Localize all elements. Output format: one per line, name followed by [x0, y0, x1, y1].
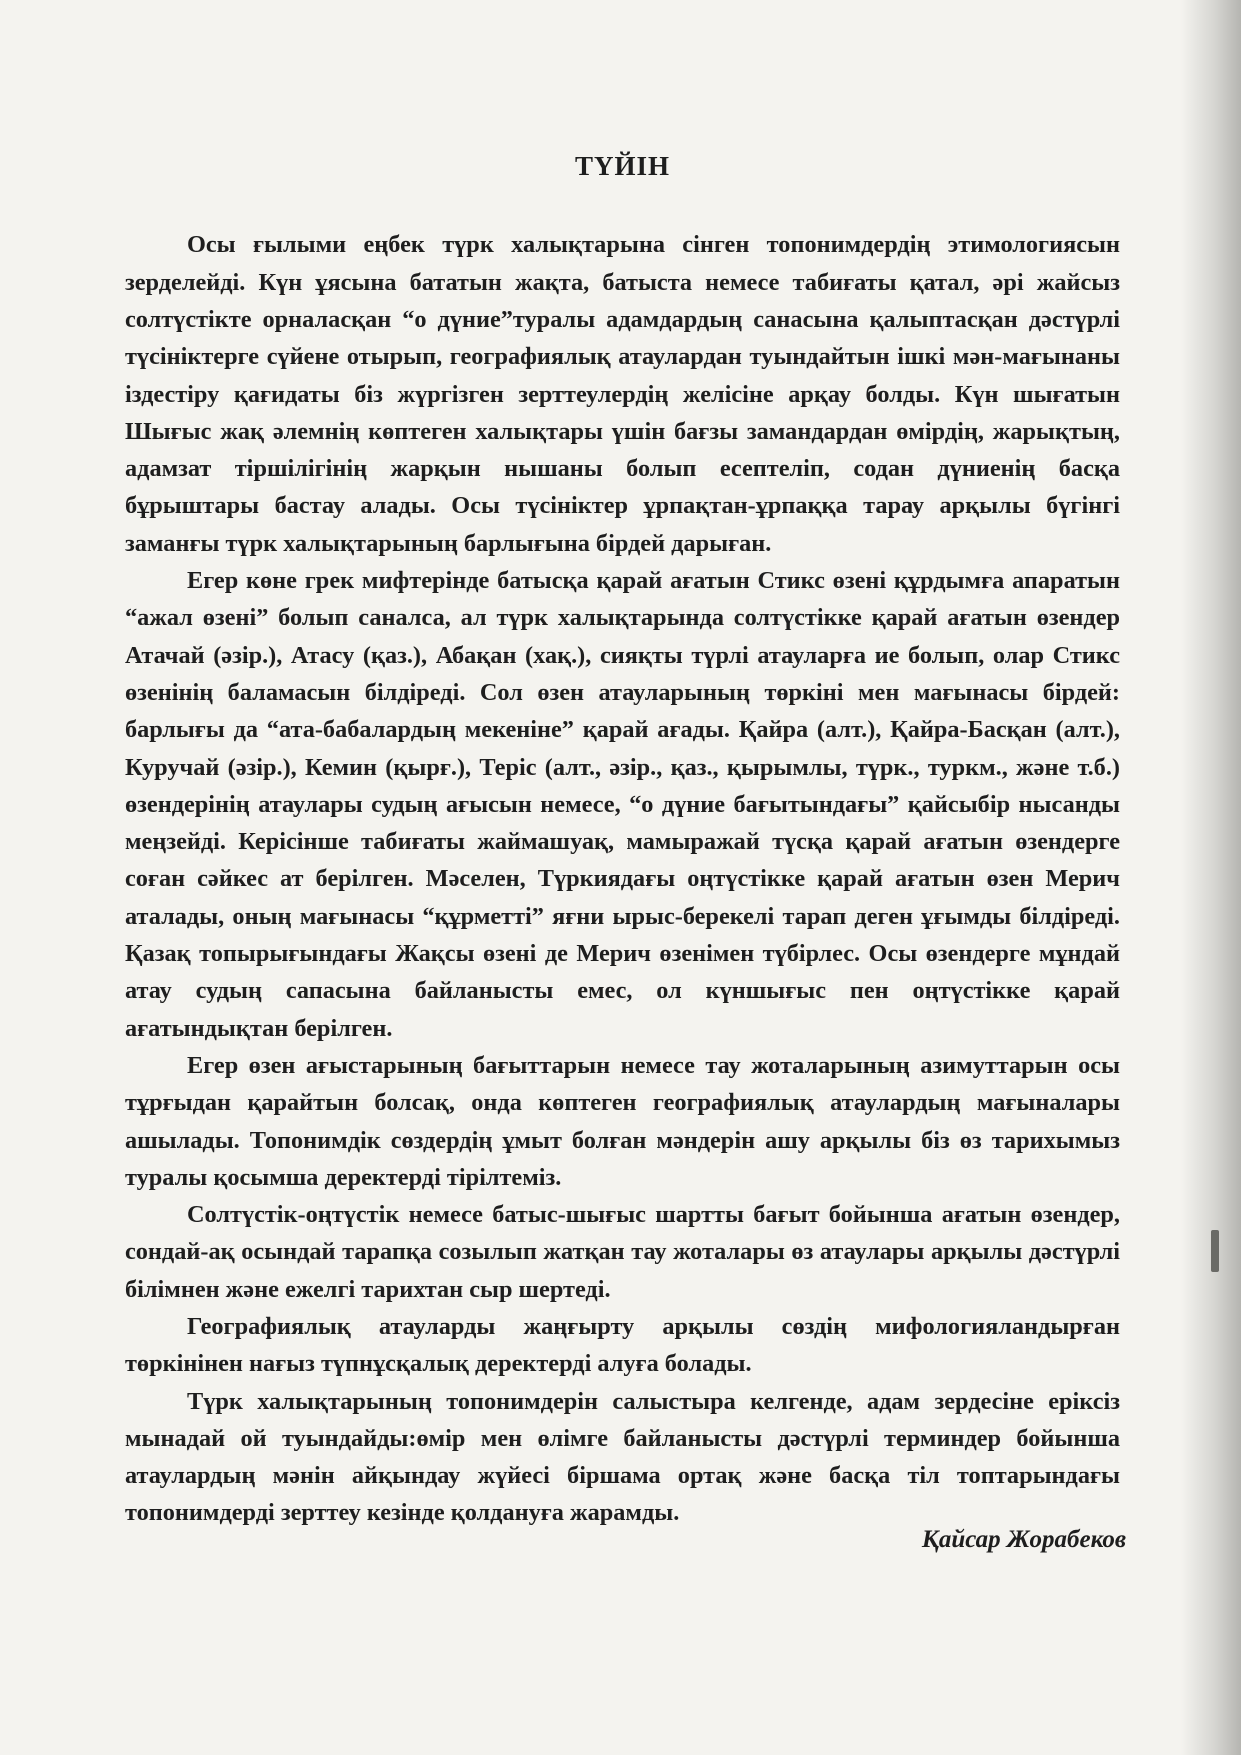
paragraph-1: Осы ғылыми еңбек түрк халықтарына сінген топонимдердің этимологиясын зерделейді. Күн ұясына бататын жақта, батыста немесе табиғаты қатал, әрі жайсыз солтүстікте орналасқан “о дүние”туралы адамдардың санасына қалыптасқан дәстүрлі түсініктерге сүйене отырып, географиялық атаулардан туындайтын ішкі мән-мағынаны іздестіру қағидаты біз жүргізген зерттеулердің желісіне арқау болды. Күн шығатын Шығыс жақ әлемнің көптеген халықтары үшін бағзы замандардан өмірдің, жарықтың, адамзат тіршілігінің жарқын нышаны болып есептеліп, содан дүниенің басқа бұрыштары бастау алады. Осы түсініктер ұрпақтан-ұрпаққа тарау арқылы бүгінгі заманғы түрк халықтарының барлығына бірдей дарыған.: [125, 231, 1120, 557]
author-signature: Қайсар Жорабеков: [921, 1526, 1126, 1553]
document-body: [125, 150, 1120, 1532]
page-title: ТҮЙІН: [574, 151, 671, 181]
page-edge-mark: [1211, 1230, 1219, 1272]
page-edge-shadow: [1181, 0, 1241, 1755]
paragraph-2: Егер көне грек мифтерінде батысқа қарай ағатын Стикс өзені құрдымға апаратын “ажал өзені” болып саналса, ал түрк халықтарында солтүстікке қарай ағатын өзендер Атачай (әзір.), Атасу (қаз.), Абақан (хақ.), сияқты түрлі атауларға ие болып, олар Стикс өзенінің баламасын білдіреді. Сол өзен атауларының төркіні мен мағынасы бірдей: барлығы да “ата-бабалардың мекеніне” қарай ағады. Қайра (алт.), Қайра-Басқан (алт.), Куручай (әзір.), Кемин (қырғ.), Теріс (алт., әзір., қаз., қырымлы, түрк., туркм., және т.б.) өзендерінің атаулары судың ағысын немесе, “о дүние бағытындағы” қайсыбір нысанды меңзейді. Керісінше табиғаты жаймашуақ, мамыражай түсқа қарай ағатын өзендерге соған сәйкес ат берілген. Мәселен, Түркиядағы оңтүстікке қарай ағатын өзен Мерич аталады, оның мағынасы “құрметті” яғни ырыс-берекелі тарап деген ұғымды білдіреді. Қазақ топырығындағы Жақсы өзені де Мерич өзенімен түбірлес. Осы өзендерге мұндай атау судың сапасына байланысты емес, ол күншығыс пен оңтүстікке қарай ағатындықтан берілген.: [125, 567, 1120, 1042]
paragraph-3: Егер өзен ағыстарының бағыттарын немесе тау жоталарының азимуттарын осы тұрғыдан қарайтын болсақ, онда көптеген географиялық атаулардың мағыналары ашылады. Топонимдік сөздердің ұмыт болған мәндерін ашу арқылы біз өз тарихымыз туралы қосымша деректерді тірілтеміз.: [125, 1051, 1120, 1191]
paragraph-5: Географиялық атауларды жаңғырту арқылы сөздің мифологияландырған төркінінен нағыз түпнұсқалық деректерді алуға болады.: [125, 1313, 1120, 1378]
paragraph-4: Солтүстік-оңтүстік немесе батыс-шығыс шартты бағыт бойынша ағатын өзендер, сондай-ақ осындай тарапқа созылып жатқан тау жоталары өз атаулары арқылы дәстүрлі білімнен және ежелгі тарихтан сыр шертеді.: [125, 1201, 1120, 1303]
paragraph-6: Түрк халықтарының топонимдерін салыстыра келгенде, адам зердесіне еріксіз мынадай ой туындайды:өмір мен өлімге байланысты дәстүрлі терминдер бойынша атаулардың мәнін айқындау жүйесі біршама ортақ және басқа тіл топтарындағы топонимдерді зерттеу кезінде қолдануға жарамды.: [125, 1387, 1120, 1527]
